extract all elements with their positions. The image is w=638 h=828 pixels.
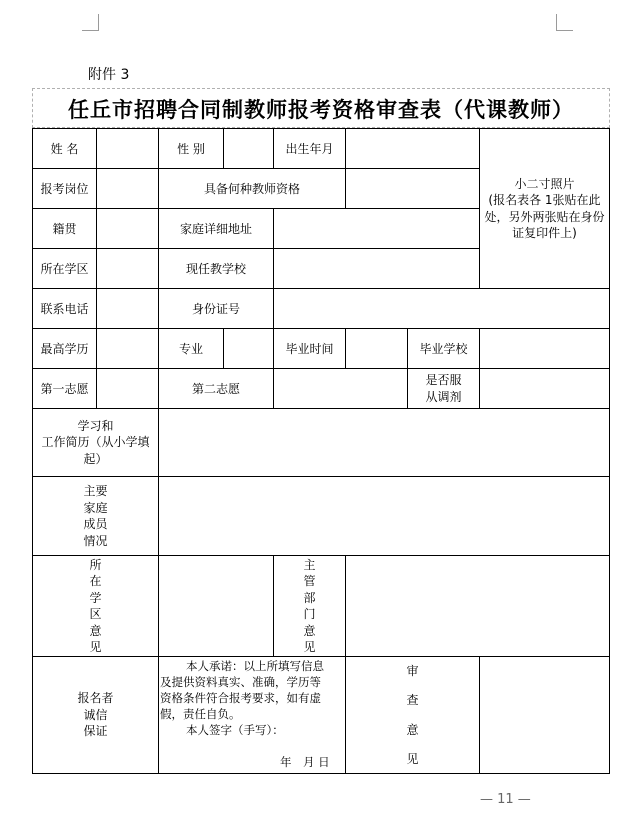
label-grad-time: 毕业时间 [273, 328, 346, 369]
label-native-place: 籍贯 [32, 208, 97, 249]
label-review [345, 656, 480, 774]
label-family [32, 476, 159, 556]
label-choice-1: 第一志愿 [32, 368, 97, 409]
label-dept-opinion [273, 555, 346, 657]
label-name: 姓 名 [32, 128, 97, 169]
review-char: 查 [406, 693, 419, 708]
photo-note-2: (报名表各 1张贴在此 [488, 193, 601, 207]
field-current-school[interactable] [273, 248, 480, 289]
label-major: 专业 [158, 328, 224, 369]
review-char: 意 [406, 722, 419, 737]
review-char: 审 [406, 664, 419, 678]
district-opinion-char: 区 [89, 607, 102, 621]
field-district-opinion[interactable] [158, 555, 274, 657]
review-char: 见 [406, 751, 419, 766]
pledge-line: 资格条件符合报考要求，如有虚 [160, 691, 321, 705]
dept-opinion-char: 门 [303, 607, 316, 621]
field-district[interactable] [96, 248, 159, 289]
crop-mark-top-right [556, 14, 573, 31]
field-choice-2[interactable] [273, 368, 408, 409]
qualification-form [32, 128, 610, 774]
field-grad-time[interactable] [345, 328, 408, 369]
label-district: 所在学区 [32, 248, 97, 289]
photo-note-1: 小二寸照片 [514, 176, 575, 191]
pledge-line: 假，责任自负。 [160, 707, 241, 721]
integrity-line: 报名者 [77, 691, 114, 706]
field-phone[interactable] [96, 288, 159, 329]
district-opinion-char: 见 [89, 640, 102, 654]
label-id-number: 身份证号 [158, 288, 274, 329]
title-box [32, 88, 610, 128]
district-opinion-char: 意 [89, 623, 102, 638]
field-resume[interactable] [158, 408, 610, 477]
pledge-text [160, 658, 346, 738]
family-line: 主要 [83, 484, 108, 498]
field-grad-school[interactable] [479, 328, 610, 369]
crop-mark-top-left [82, 14, 99, 31]
photo-note-3: 处，另外两张贴在身份 [484, 209, 605, 224]
accept-transfer-line-1: 是否服 [425, 373, 462, 387]
resume-line-2: 工作简历（从小学填 [41, 435, 150, 450]
label-resume [32, 408, 159, 477]
photo-area [479, 128, 610, 289]
field-cert-type[interactable] [345, 168, 480, 209]
family-line: 情况 [83, 533, 108, 548]
label-address: 家庭详细地址 [158, 208, 274, 249]
label-phone: 联系电话 [32, 288, 97, 329]
pledge-line: 及提供资料真实、准确，学历等 [160, 675, 321, 689]
photo-note-4: 证复印件上) [512, 226, 577, 240]
pledge-line: 本人承诺：以上所填写信息 [186, 659, 324, 673]
resume-line-1: 学习和 [77, 418, 114, 433]
date-line: 年 月 日 [280, 755, 330, 769]
district-opinion-char: 所 [89, 557, 102, 572]
district-opinion-char: 学 [89, 590, 102, 605]
field-choice-1[interactable] [96, 368, 159, 409]
page-number: — 11 — [480, 792, 531, 807]
label-position: 报考岗位 [32, 168, 97, 209]
field-dept-opinion[interactable] [345, 555, 610, 657]
resume-line-3: 起） [83, 451, 108, 466]
dept-opinion-char: 意 [303, 623, 316, 638]
field-gender[interactable] [223, 128, 274, 169]
dept-opinion-char: 管 [303, 574, 316, 588]
label-birth: 出生年月 [273, 128, 346, 169]
integrity-line: 保证 [83, 724, 108, 739]
label-grad-school: 毕业学校 [407, 328, 480, 369]
integrity-line: 诚信 [83, 707, 108, 722]
label-current-school: 现任教学校 [158, 248, 274, 289]
family-line: 成员 [83, 517, 108, 531]
field-education[interactable] [96, 328, 159, 369]
annex-label: 附件 3 [88, 67, 130, 83]
field-major[interactable] [223, 328, 274, 369]
field-accept-transfer[interactable] [479, 368, 610, 409]
field-native-place[interactable] [96, 208, 159, 249]
label-district-opinion [32, 555, 159, 657]
dept-opinion-char: 主 [303, 557, 316, 572]
field-review[interactable] [479, 656, 610, 774]
accept-transfer-line-2: 从调剂 [425, 389, 462, 404]
label-cert-type: 具备何种教师资格 [158, 168, 346, 209]
form-title: 任丘市招聘合同制教师报考资格审查表（代课教师） [68, 98, 574, 122]
label-choice-2: 第二志愿 [158, 368, 274, 409]
field-family[interactable] [158, 476, 610, 556]
family-line: 家庭 [83, 500, 108, 515]
label-education: 最高学历 [32, 328, 97, 369]
label-integrity [32, 656, 159, 774]
dept-opinion-char: 见 [303, 640, 316, 654]
pledge-signature: 本人签字（手写）： [186, 723, 284, 737]
field-birth[interactable] [345, 128, 480, 169]
field-id-number[interactable] [273, 288, 610, 329]
field-address[interactable] [273, 208, 480, 249]
label-gender: 性 别 [158, 128, 224, 169]
label-accept-transfer [407, 368, 480, 409]
field-position[interactable] [96, 168, 159, 209]
district-opinion-char: 在 [89, 574, 102, 588]
field-name[interactable] [96, 128, 159, 169]
dept-opinion-char: 部 [303, 590, 316, 605]
